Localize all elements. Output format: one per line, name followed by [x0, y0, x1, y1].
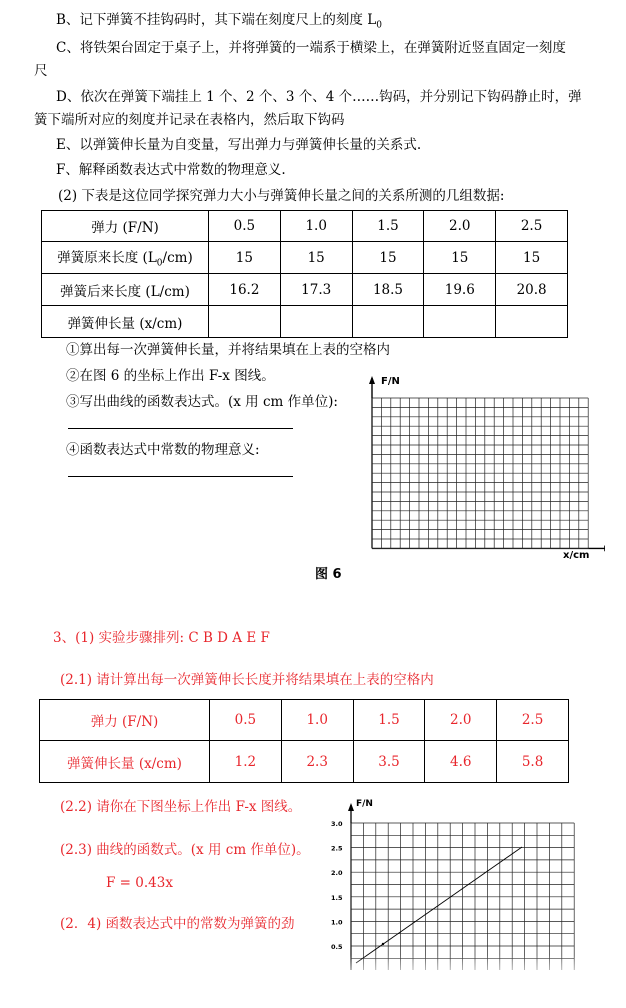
- answer-line-4[interactable]: [68, 476, 293, 477]
- task-4: ④函数表达式中常数的物理意义:: [66, 442, 260, 458]
- step-e: E、以弹簧伸长量为自变量，写出弹力与弹簧伸长量的关系式.: [56, 137, 422, 153]
- step-c-line1: C、将铁架台固定于桌子上，并将弹簧的一端系于横梁上，在弹簧附近竖直固定一刻度: [56, 40, 566, 56]
- answer-table: [39, 699, 569, 783]
- answer-line-3[interactable]: [68, 428, 293, 429]
- y-axis-arrow: [348, 803, 354, 811]
- answer-order: 3、(1) 实验步骤排列: C B D A E F: [53, 630, 270, 646]
- y-axis-label: F/N: [356, 799, 373, 809]
- step-c-line2: 尺: [34, 63, 48, 79]
- cell: 1.2: [210, 741, 282, 783]
- cell: 1.0: [280, 211, 352, 242]
- answer-2-1: (2.1) 请计算出每一次弹簧伸长长度并将结果填在上表的空格内: [60, 672, 434, 688]
- step-b: B、记下弹簧不挂钩码时，其下端在刻度尺上的刻度 $L_0$: [56, 12, 382, 31]
- cell: 0.5: [209, 211, 281, 242]
- cell: 3.5: [353, 741, 425, 783]
- cell: 15: [352, 242, 424, 274]
- figure-6-grid: [355, 372, 605, 562]
- y-axis-arrow: [369, 376, 375, 384]
- cell: 2.5: [496, 211, 568, 242]
- answer-formula: F = 0.43x: [106, 875, 173, 891]
- cell: 15: [209, 242, 281, 274]
- empty-cell[interactable]: [280, 306, 352, 338]
- row-label: 弹簧伸长量 (x/cm): [40, 741, 210, 783]
- table-row: [42, 242, 568, 274]
- tick-label: 2.0: [331, 869, 343, 878]
- cell: 15: [424, 242, 496, 274]
- table-row: [40, 741, 569, 783]
- cell: 15: [280, 242, 352, 274]
- table-row: [42, 211, 568, 242]
- table-row: [42, 306, 568, 338]
- empty-cell[interactable]: [424, 306, 496, 338]
- task-1: ①算出每一次弹簧伸长量，并将结果填在上表的空格内: [66, 342, 390, 358]
- cell: 1.5: [353, 700, 425, 741]
- row-label: 弹簧原来长度 $(L_0/cm)$: [42, 242, 209, 274]
- tick-label: 0.5: [331, 943, 343, 951]
- tick-label: 1.5: [331, 893, 343, 902]
- cell: 2.0: [425, 700, 497, 741]
- cell: 19.6: [424, 274, 496, 306]
- empty-cell[interactable]: [496, 306, 568, 338]
- cell: 1.5: [352, 211, 424, 242]
- step-d-line1: D、依次在弹簧下端挂上 1 个、2 个、3 个、4 个……钩码，并分别记下钩码静止时，弹: [56, 89, 582, 105]
- tick-label: 1.0: [331, 918, 343, 927]
- empty-cell[interactable]: [352, 306, 424, 338]
- row-label: 弹力 (F/N): [40, 700, 210, 741]
- answer-2-3: (2.3) 曲线的函数式。(x 用 cm 作单位)。: [60, 842, 310, 858]
- x-axis-arrow: [604, 545, 605, 551]
- cell: 16.2: [209, 274, 281, 306]
- answer-2-2: (2.2) 请你在下图坐标上作出 F-x 图线。: [60, 799, 302, 815]
- question-2-intro: (2) 下表是这位同学探究弹力大小与弹簧伸长量之间的关系所测的几组数据:: [58, 188, 505, 204]
- data-point: [382, 943, 384, 945]
- task-2: ②在图 6 的坐标上作出 F-x 图线。: [66, 368, 275, 384]
- step-f: F、解释函数表达式中常数的物理意义.: [56, 162, 286, 178]
- table-row: [42, 274, 568, 306]
- answer-2-4: (2．4) 函数表达式中的常数为弹簧的劲: [60, 916, 295, 932]
- cell: 15: [496, 242, 568, 274]
- cell: 2.3: [281, 741, 353, 783]
- answer-chart: [326, 795, 586, 970]
- cell: 0.5: [210, 700, 282, 741]
- cell: 1.0: [281, 700, 353, 741]
- data-table: [41, 210, 568, 338]
- row-label: 弹力 (F/N): [42, 211, 209, 242]
- tick-label: 3.0: [331, 820, 343, 828]
- x-axis-label: x/cm: [563, 550, 590, 561]
- row-label: 弹簧后来长度 (L/cm): [42, 274, 209, 306]
- fit-line: [356, 847, 522, 963]
- empty-cell[interactable]: [209, 306, 281, 338]
- cell: 2.5: [497, 700, 569, 741]
- bottom-fade: [0, 955, 626, 1008]
- table-row: [40, 700, 569, 741]
- cell: 18.5: [352, 274, 424, 306]
- task-3: ③写出曲线的函数表达式。(x 用 cm 作单位):: [66, 394, 338, 410]
- row-label: 弹簧伸长量 (x/cm): [42, 306, 209, 338]
- cell: 4.6: [425, 741, 497, 783]
- step-d-line2: 簧下端所对应的刻度并记录在表格内，然后取下钩码: [34, 112, 345, 128]
- y-axis-label: F/N: [381, 376, 400, 387]
- cell: 2.0: [424, 211, 496, 242]
- tick-label: 2.5: [331, 844, 343, 853]
- cell: 20.8: [496, 274, 568, 306]
- figure-caption: 图 6: [315, 567, 342, 582]
- cell: 17.3: [280, 274, 352, 306]
- cell: 5.8: [497, 741, 569, 783]
